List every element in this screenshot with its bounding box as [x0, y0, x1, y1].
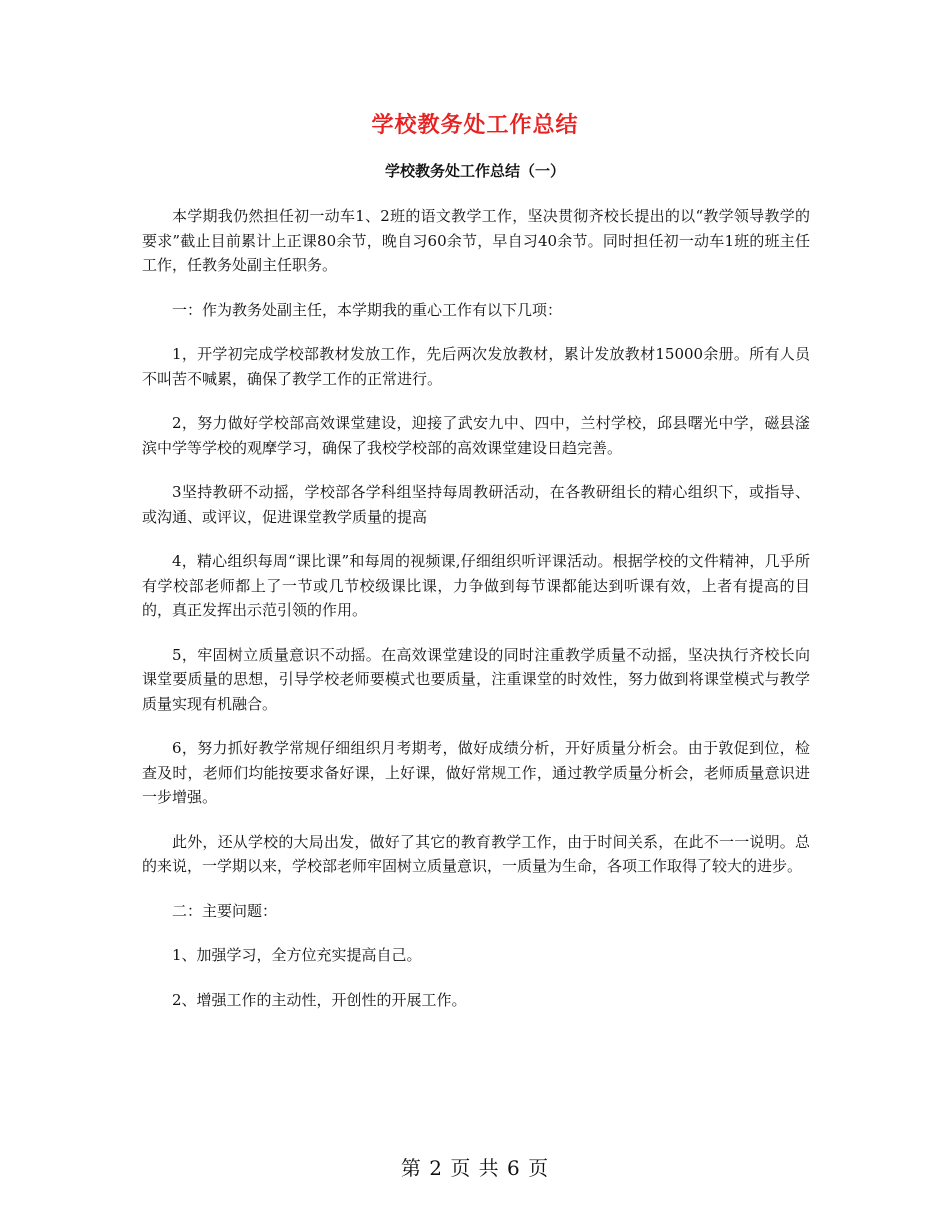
paragraph-item-1: 1，开学初完成学校部教材发放工作，先后两次发放教材，累计发放教材15000余册。所有人员不叫苦不喊累，确保了教学工作的正常进行。 — [142, 345, 810, 388]
document-title: 学校教务处工作总结 — [371, 112, 579, 138]
problem-item-1: 1、加强学习，全方位充实提高自己。 — [172, 946, 422, 964]
paragraph-item-5: 5，牢固树立质量意识不动摇。在高效课堂建设的同时注重教学质量不动摇，坚决执行齐校长向课堂要质量的思想，引导学校老师要模式也要质量，注重课堂的时效性，努力做到将课堂模式与教学质量实现有机融合。 — [142, 645, 810, 713]
paragraph-summary: 此外，还从学校的大局出发，做好了其它的教育教学工作，由于时间关系，在此不一一说明。总的来说，一学期以来，学校部老师牢固树立质量意识，一质量为生命，各项工作取得了较大的进步。 — [142, 832, 810, 875]
paragraph-item-4: 4，精心组织每周“课比课”和每周的视频课,仔细组织听评课活动。根据学校的文件精神，几乎所有学校部老师都上了一节或几节校级课比课，力争做到每节课都能达到听课有效，上者有提高的目的，真正发挥出示范引领的作用。 — [142, 552, 810, 619]
page-number-footer: 第 2 页 共 6 页 — [400, 1156, 550, 1180]
paragraph-item-2: 2，努力做好学校部高效课堂建设，迎接了武安九中、四中，兰村学校，邱县曙光中学，磁县滏滨中学等学校的观摩学习，确保了我校学校部的高效课堂建设日趋完善。 — [142, 414, 810, 457]
problem-item-2: 2、增强工作的主动性，开创性的开展工作。 — [172, 990, 467, 1009]
paragraph-item-3: 3坚持教研不动摇，学校部各学科组坚持每周教研活动，在各教研组长的精心组织下，或指导、或沟通、或评议，促进课堂教学质量的提高 — [142, 483, 810, 526]
document-subtitle: 学校教务处工作总结（一） — [384, 162, 565, 180]
section-heading-problems: 二：主要问题： — [172, 901, 278, 920]
paragraph-intro: 本学期我仍然担任初一动车1、2班的语文教学工作，坚决贯彻齐校长提出的以“教学领导教学的要求”截止目前累计上正课80余节，晚自习60余节，早自习40余节。同时担任初一动车1班的班主任工作，任教务处副主任职务。 — [142, 207, 810, 274]
document-body — [142, 204, 810, 1032]
section-heading-duties: 一：作为教务处副主任，本学期我的重心工作有以下几项： — [172, 300, 563, 319]
paragraph-item-6: 6，努力抓好教学常规仔细组织月考期考，做好成绩分析，开好质量分析会。由于敦促到位，检查及时，老师们均能按要求备好课，上好课，做好常规工作，通过教学质量分析会，老师质量意识进一步增强。 — [142, 739, 810, 806]
